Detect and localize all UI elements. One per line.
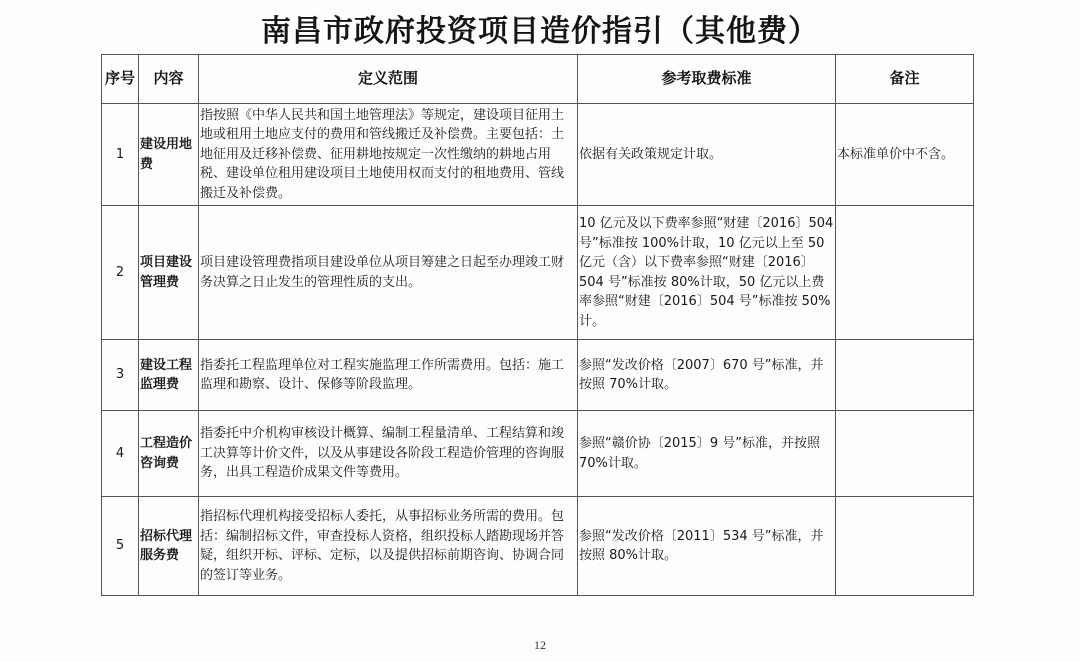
row-content: 项目建设管理费 xyxy=(139,206,199,340)
header-content: 内容 xyxy=(139,55,199,104)
header-definition: 定义范围 xyxy=(199,55,578,104)
row-content: 招标代理服务费 xyxy=(139,497,199,596)
row-content: 建设工程监理费 xyxy=(139,340,199,411)
page-title: 南昌市政府投资项目造价指引（其他费） xyxy=(261,14,819,49)
row-index: 3 xyxy=(102,340,139,411)
row-content: 建设用地费 xyxy=(139,104,199,206)
table-row xyxy=(102,411,974,497)
row-definition: 项目建设管理费指项目建设单位从项目筹建之日起至办理竣工财务决算之日止发生的管理性质的支出。 xyxy=(199,206,578,340)
row-remarks xyxy=(836,411,974,497)
row-remarks xyxy=(836,340,974,411)
row-definition: 指委托中介机构审核设计概算、编制工程量清单、工程结算和竣工决算等计价文件，以及从事建设各阶段工程造价管理的咨询服务，出具工程造价成果文件等费用。 xyxy=(199,411,578,497)
header-standard: 参考取费标准 xyxy=(578,55,836,104)
row-remarks: 本标准单价中不含。 xyxy=(836,104,974,206)
table-header-row xyxy=(102,55,974,104)
row-standard: 参照“发改价格〔2007〕670 号”标准，并按照 70%计取。 xyxy=(578,340,836,411)
row-standard: 10 亿元及以下费率参照“财建〔2016〕504 号”标准按 100%计取，10 亿元以上至 50 亿元（含）以下费率参照“财建〔2016〕504 号”标准按 80%计取，50 亿元以上费率参照“财建〔2016〕504 号”标准按 50%计。 xyxy=(578,206,836,340)
row-standard: 参照“发改价格〔2011〕534 号”标准，并按照 80%计取。 xyxy=(578,497,836,596)
row-remarks xyxy=(836,206,974,340)
row-definition: 指招标代理机构接受招标人委托，从事招标业务所需的费用。包括：编制招标文件，审查投标人资格，组织投标人踏勘现场并答疑，组织开标、评标、定标，以及提供招标前期咨询、协调合同的签订等业务。 xyxy=(199,497,578,596)
row-index: 1 xyxy=(102,104,139,206)
table-row xyxy=(102,497,974,596)
header-remarks: 备注 xyxy=(836,55,974,104)
cost-guide-table xyxy=(101,54,974,596)
table-row xyxy=(102,104,974,206)
row-standard: 依据有关政策规定计取。 xyxy=(578,104,836,206)
table-row xyxy=(102,340,974,411)
row-index: 5 xyxy=(102,497,139,596)
header-index: 序号 xyxy=(102,55,139,104)
row-remarks xyxy=(836,497,974,596)
row-definition: 指委托工程监理单位对工程实施监理工作所需费用。包括：施工监理和勘察、设计、保修等阶段监理。 xyxy=(199,340,578,411)
row-index: 2 xyxy=(102,206,139,340)
row-standard: 参照“赣价协〔2015〕9 号”标准，并按照 70%计取。 xyxy=(578,411,836,497)
page-number: 12 xyxy=(534,638,546,652)
table-row xyxy=(102,206,974,340)
row-content: 工程造价咨询费 xyxy=(139,411,199,497)
row-definition: 指按照《中华人民共和国土地管理法》等规定，建设项目征用土地或租用土地应支付的费用和管线搬迁及补偿费。主要包括：土地征用及迁移补偿费、征用耕地按规定一次性缴纳的耕地占用税、建设单位租用建设项目土地使用权而支付的租地费用、管线搬迁及补偿费。 xyxy=(199,104,578,206)
row-index: 4 xyxy=(102,411,139,497)
